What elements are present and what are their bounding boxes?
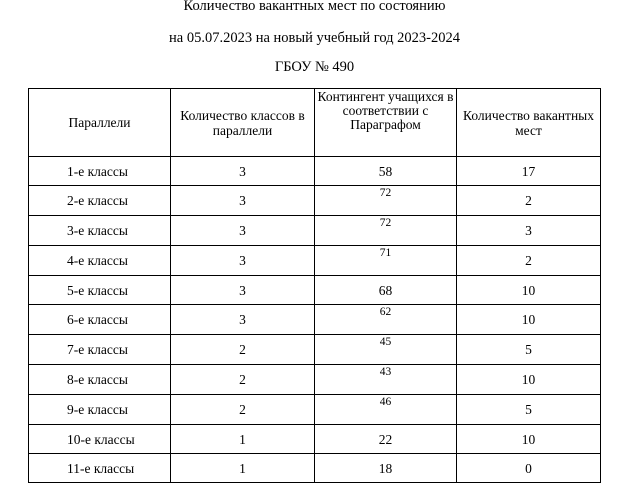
vacancies-cell: 10 <box>457 276 601 305</box>
contingent-cell: 62 <box>315 305 457 335</box>
vacancies-cell: 2 <box>457 186 601 216</box>
header-classes-count: Количество классов в параллели <box>171 89 315 157</box>
table-row <box>29 454 601 483</box>
classes-count-cell: 3 <box>171 157 315 186</box>
table-row <box>29 305 601 335</box>
document-date-line: на 05.07.2023 на новый учебный год 2023-2024 <box>169 30 460 46</box>
table-row <box>29 395 601 425</box>
grade-cell: 8-е классы <box>29 365 171 395</box>
table-row <box>29 335 601 365</box>
grade-cell: 7-е классы <box>29 335 171 365</box>
school-name: ГБОУ № 490 <box>274 59 355 75</box>
grade-cell: 1-е классы <box>29 157 171 186</box>
classes-count-cell: 2 <box>171 395 315 425</box>
classes-count-cell: 3 <box>171 186 315 216</box>
table-row <box>29 157 601 186</box>
table-row <box>29 365 601 395</box>
classes-count-cell: 2 <box>171 335 315 365</box>
vacancies-cell: 10 <box>457 425 601 454</box>
classes-count-cell: 3 <box>171 305 315 335</box>
contingent-cell: 72 <box>315 186 457 216</box>
classes-count-cell: 3 <box>171 246 315 276</box>
contingent-cell: 46 <box>315 395 457 425</box>
table-row <box>29 216 601 246</box>
classes-count-cell: 2 <box>171 365 315 395</box>
vacancies-cell: 5 <box>457 395 601 425</box>
contingent-cell: 45 <box>315 335 457 365</box>
vacancies-cell: 17 <box>457 157 601 186</box>
table-row <box>29 186 601 216</box>
contingent-cell: 68 <box>315 276 457 305</box>
grade-cell: 10-е классы <box>29 425 171 454</box>
grade-cell: 3-е классы <box>29 216 171 246</box>
header-contingent: Контингент учащихся в соответствии с Параграфом <box>315 89 457 157</box>
vacancies-table <box>28 88 601 483</box>
grade-cell: 6-е классы <box>29 305 171 335</box>
contingent-cell: 18 <box>315 454 457 483</box>
vacancies-cell: 2 <box>457 246 601 276</box>
classes-count-cell: 3 <box>171 216 315 246</box>
classes-count-cell: 1 <box>171 454 315 483</box>
table-header-row <box>29 89 601 157</box>
grade-cell: 4-е классы <box>29 246 171 276</box>
vacancies-cell: 10 <box>457 365 601 395</box>
contingent-cell: 22 <box>315 425 457 454</box>
grade-cell: 9-е классы <box>29 395 171 425</box>
grade-cell: 11-е классы <box>29 454 171 483</box>
contingent-cell: 72 <box>315 216 457 246</box>
table-row <box>29 246 601 276</box>
grade-cell: 2-е классы <box>29 186 171 216</box>
contingent-cell: 71 <box>315 246 457 276</box>
classes-count-cell: 1 <box>171 425 315 454</box>
contingent-cell: 43 <box>315 365 457 395</box>
grade-cell: 5-е классы <box>29 276 171 305</box>
document-title: Количество вакантных мест по состоянию <box>183 0 446 14</box>
vacancies-cell: 5 <box>457 335 601 365</box>
table-row <box>29 425 601 454</box>
header-vacancies: Количество вакантных мест <box>457 89 601 157</box>
contingent-cell: 58 <box>315 157 457 186</box>
header-parallel: Параллели <box>29 89 171 157</box>
vacancies-cell: 0 <box>457 454 601 483</box>
classes-count-cell: 3 <box>171 276 315 305</box>
table-row <box>29 276 601 305</box>
vacancies-cell: 3 <box>457 216 601 246</box>
vacancies-cell: 10 <box>457 305 601 335</box>
